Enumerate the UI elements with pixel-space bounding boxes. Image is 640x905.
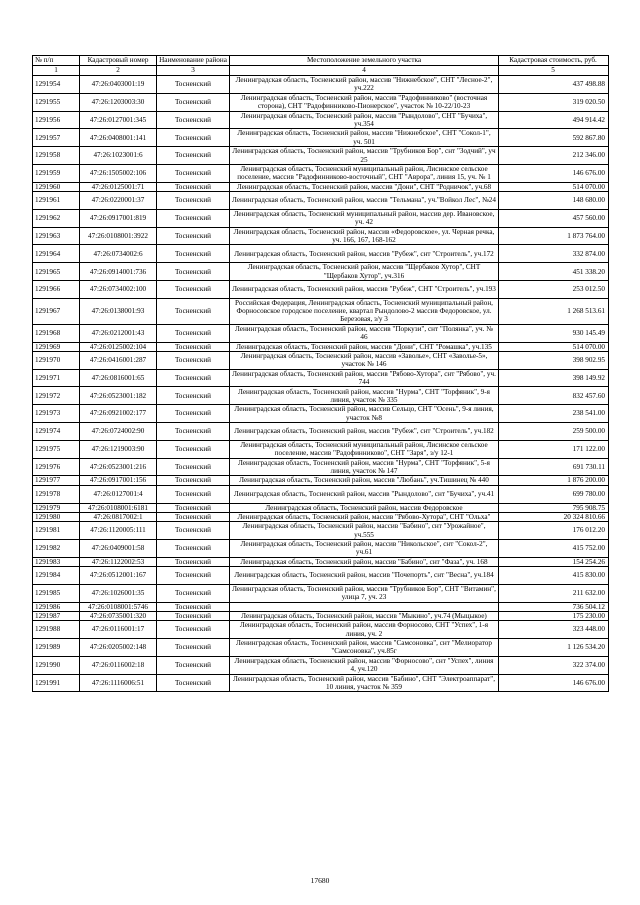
cell-cadastral-number: 47:26:0917001:819: [80, 209, 157, 227]
cell-district: Тосненский: [157, 209, 230, 227]
cell-district: Тосненский: [157, 440, 230, 458]
cell-location: Ленинградская область, Тосненский район, массив "Рябово-Хутора", снт "Рябово", уч. 744: [230, 369, 499, 387]
document-sheet: [32, 55, 608, 692]
cell-district: Тосненский: [157, 656, 230, 674]
cell-row-number: 1291978: [33, 485, 80, 503]
cell-cadastral-value: 457 560.00: [499, 209, 609, 227]
cell-row-number: 1291971: [33, 369, 80, 387]
cell-location: Ленинградская область, Тосненский район, массив "Рындолово", снт "Бучиха", уч.41: [230, 485, 499, 503]
cell-row-number: 1291981: [33, 522, 80, 540]
table-row: [33, 209, 609, 227]
table-row: [33, 298, 609, 324]
column-index: 3: [157, 66, 230, 76]
cell-cadastral-value: 322 374.00: [499, 656, 609, 674]
cell-row-number: 1291982: [33, 539, 80, 557]
table-row: [33, 76, 609, 94]
cell-location: [230, 602, 499, 611]
cell-cadastral-number: 47:26:0403001:19: [80, 76, 157, 94]
cell-district: Тосненский: [157, 557, 230, 566]
cell-location: Ленинградская область, Тосненский район, массив "Нижнебское", СНТ "Лесное-2", уч.222: [230, 76, 499, 94]
cell-district: Тосненский: [157, 503, 230, 512]
cell-district: Тосненский: [157, 638, 230, 656]
cell-cadastral-number: 47:26:1505002:106: [80, 164, 157, 182]
cell-location: Ленинградская область, Тосненский район, массив "Рябово-Хутора", СНТ "Ольха": [230, 512, 499, 521]
cell-location: Ленинградская область, Тосненский район, массив "Никольское", снт "Сокол-2", уч.61: [230, 539, 499, 557]
table-row: [33, 584, 609, 602]
header-cadastral-number: Кадастровый номер: [80, 56, 157, 66]
table-row: [33, 192, 609, 210]
cell-cadastral-number: 47:26:0724002:90: [80, 423, 157, 441]
cell-cadastral-value: 795 908.75: [499, 503, 609, 512]
cell-district: Тосненский: [157, 621, 230, 639]
cell-district: Тосненский: [157, 602, 230, 611]
cell-row-number: 1291963: [33, 227, 80, 245]
cell-cadastral-value: 415 830.00: [499, 567, 609, 585]
cell-row-number: 1291957: [33, 129, 80, 147]
cell-location: Ленинградская область, Тосненский район, массив "Рубеж", СНТ "Строитель", уч.193: [230, 281, 499, 299]
table-row: [33, 369, 609, 387]
table-row: [33, 611, 609, 620]
cell-cadastral-number: 47:26:0914001:736: [80, 263, 157, 281]
cell-cadastral-number: 47:26:0108001:3922: [80, 227, 157, 245]
cell-row-number: 1291987: [33, 611, 80, 620]
header-district: Наименование района: [157, 56, 230, 66]
cell-cadastral-value: 398 149.92: [499, 369, 609, 387]
cell-cadastral-value: 238 541.00: [499, 405, 609, 423]
column-index: 1: [33, 66, 80, 76]
cell-location: Ленинградская область, Тосненский район, массив "Дони", СНТ "Ромашка", уч.135: [230, 342, 499, 351]
cell-location: Ленинградская область, Тосненский муниципальный район, массив дер. Ивановское, уч. 42: [230, 209, 499, 227]
cell-cadastral-value: 592 867.80: [499, 129, 609, 147]
cell-row-number: 1291975: [33, 440, 80, 458]
cell-cadastral-value: 319 020.50: [499, 93, 609, 111]
cell-cadastral-value: 1 126 534.20: [499, 638, 609, 656]
table-header-row: [33, 56, 609, 66]
cell-district: Тосненский: [157, 351, 230, 369]
cell-row-number: 1291961: [33, 192, 80, 210]
cell-row-number: 1291979: [33, 503, 80, 512]
cell-row-number: 1291968: [33, 324, 80, 342]
cell-row-number: 1291970: [33, 351, 80, 369]
cell-cadastral-value: 20 324 810.66: [499, 512, 609, 521]
column-index: 4: [230, 66, 499, 76]
cell-district: Тосненский: [157, 369, 230, 387]
cell-location: Ленинградская область, Тосненский район, массив "Нурма", СНТ "Торфяник", 5-я линия, участок № 147: [230, 458, 499, 476]
cell-district: Тосненский: [157, 245, 230, 263]
cell-cadastral-number: 47:26:0205002:148: [80, 638, 157, 656]
cell-row-number: 1291989: [33, 638, 80, 656]
cell-cadastral-number: 47:26:1120005:111: [80, 522, 157, 540]
cell-row-number: 1291976: [33, 458, 80, 476]
cell-row-number: 1291985: [33, 584, 80, 602]
table-row: [33, 567, 609, 585]
table-row: [33, 405, 609, 423]
table-row: [33, 485, 609, 503]
cell-district: Тосненский: [157, 458, 230, 476]
cell-district: Тосненский: [157, 611, 230, 620]
cell-cadastral-number: 47:26:0409001:58: [80, 539, 157, 557]
table-row: [33, 539, 609, 557]
page-number: 17680: [310, 876, 330, 885]
cell-location: Ленинградская область, Тосненский район, массив "Трубников Бор", СНТ "Витамин", улица 7, уч. 23: [230, 584, 499, 602]
table-column-number-row: [33, 66, 609, 76]
cell-location: Ленинградская область, Тосненский район, массив "Бабино", СНТ "Электроаппарат", 10 линия, участок № 359: [230, 674, 499, 692]
cell-location: Ленинградская область, Тосненский муниципальный район, Лисинское сельское поселение, массив "Радофинниково", СНТ "Заря", з/у 12-1: [230, 440, 499, 458]
cadastral-value-table: [32, 55, 609, 692]
cell-row-number: 1291990: [33, 656, 80, 674]
cell-location: Ленинградская область, Тосненский район, массив Сельцо, СНТ "Осень", 9-я линия, участок №8: [230, 405, 499, 423]
cell-row-number: 1291980: [33, 512, 80, 521]
cell-row-number: 1291969: [33, 342, 80, 351]
cell-cadastral-value: 175 230.00: [499, 611, 609, 620]
cell-cadastral-number: 47:26:0220001:37: [80, 192, 157, 210]
cell-cadastral-number: 47:26:0734002:100: [80, 281, 157, 299]
cell-cadastral-value: 212 346.00: [499, 147, 609, 165]
cell-district: Тосненский: [157, 423, 230, 441]
cell-cadastral-number: 47:26:0523001:182: [80, 387, 157, 405]
cell-district: Тосненский: [157, 76, 230, 94]
cell-location: Ленинградская область, Тосненский район, массив "Рындолово", СНТ "Бучиха", уч.354: [230, 111, 499, 129]
cell-row-number: 1291960: [33, 182, 80, 191]
cell-district: Тосненский: [157, 512, 230, 521]
table-row: [33, 245, 609, 263]
table-row: [33, 111, 609, 129]
cell-district: Тосненский: [157, 164, 230, 182]
cell-district: Тосненский: [157, 281, 230, 299]
cell-district: Тосненский: [157, 298, 230, 324]
cell-cadastral-number: 47:26:0212001:43: [80, 324, 157, 342]
table-row: [33, 182, 609, 191]
cell-district: Тосненский: [157, 111, 230, 129]
cell-district: Тосненский: [157, 522, 230, 540]
cell-location: Ленинградская область, Тосненский район, массив "Нижнебское", СНТ "Сокол-1", уч. 501: [230, 129, 499, 147]
cell-row-number: 1291965: [33, 263, 80, 281]
cell-location: Ленинградская область, Тосненский район, массив "Трубников Бор", снт "Зодчий", уч 25: [230, 147, 499, 165]
cell-district: Тосненский: [157, 387, 230, 405]
cell-district: Тосненский: [157, 263, 230, 281]
cell-location: Ленинградская область, Тосненский район, массив "Самсоновка", снт "Мелиоратор "Самсоновка", уч.85г: [230, 638, 499, 656]
cell-cadastral-value: 332 874.00: [499, 245, 609, 263]
cell-district: Тосненский: [157, 674, 230, 692]
cell-district: Тосненский: [157, 485, 230, 503]
cell-row-number: 1291991: [33, 674, 80, 692]
cell-row-number: 1291974: [33, 423, 80, 441]
cell-cadastral-number: 47:26:0127001:4: [80, 485, 157, 503]
cell-location: Ленинградская область, Тосненский район, массив "Почепорть", снт "Весна", уч.184: [230, 567, 499, 585]
cell-cadastral-value: 514 070.00: [499, 182, 609, 191]
table-row: [33, 557, 609, 566]
table-row: [33, 503, 609, 512]
cell-cadastral-value: 323 448.00: [499, 621, 609, 639]
table-row: [33, 93, 609, 111]
cell-cadastral-number: 47:26:0512001:167: [80, 567, 157, 585]
cell-location: Ленинградская область, Тосненский район, массив Форносово, СНТ "Успех", 1-я линия, уч. 2: [230, 621, 499, 639]
cell-location: Ленинградская область, Тосненский район, массив «Федоровское», ул. Черная речка, уч. 166, 167, 168-162: [230, 227, 499, 245]
cell-cadastral-number: 47:26:0108001:6181: [80, 503, 157, 512]
table-row: [33, 423, 609, 441]
table-row: [33, 351, 609, 369]
cell-cadastral-value: 1 876 200.00: [499, 476, 609, 485]
cell-cadastral-value: 259 500.00: [499, 423, 609, 441]
table-row: [33, 458, 609, 476]
cell-district: Тосненский: [157, 342, 230, 351]
cell-cadastral-value: 832 457.60: [499, 387, 609, 405]
cell-cadastral-value: 451 338.20: [499, 263, 609, 281]
cell-cadastral-value: 514 070.00: [499, 342, 609, 351]
cell-cadastral-value: 146 676.00: [499, 674, 609, 692]
cell-district: Тосненский: [157, 182, 230, 191]
cell-district: Тосненский: [157, 405, 230, 423]
cell-row-number: 1291959: [33, 164, 80, 182]
cell-cadastral-number: 47:26:0408001:141: [80, 129, 157, 147]
cell-row-number: 1291972: [33, 387, 80, 405]
cell-cadastral-number: 47:26:1122002:53: [80, 557, 157, 566]
cell-cadastral-number: 47:26:0138001:93: [80, 298, 157, 324]
cell-district: Тосненский: [157, 129, 230, 147]
cell-cadastral-number: 47:26:0416001:287: [80, 351, 157, 369]
cell-row-number: 1291988: [33, 621, 80, 639]
header-location: Местоположение земельного участка: [230, 56, 499, 66]
cell-cadastral-value: 1 873 764.00: [499, 227, 609, 245]
cell-location: Ленинградская область, Тосненский район, массив "Тельмана", уч."Войкол Лес", №24: [230, 192, 499, 210]
cell-cadastral-number: 47:26:0735001:320: [80, 611, 157, 620]
table-row: [33, 281, 609, 299]
cell-district: Тосненский: [157, 93, 230, 111]
table-row: [33, 342, 609, 351]
cell-district: Тосненский: [157, 227, 230, 245]
cell-cadastral-value: 1 268 513.61: [499, 298, 609, 324]
cell-cadastral-value: 736 504.12: [499, 602, 609, 611]
cell-cadastral-number: 47:26:0917001:156: [80, 476, 157, 485]
cell-cadastral-number: 47:26:0116002:18: [80, 656, 157, 674]
cell-cadastral-number: 47:26:0734002:6: [80, 245, 157, 263]
cell-row-number: 1291955: [33, 93, 80, 111]
cell-location: Ленинградская область, Тосненский район, массив "Дони", СНТ "Родничок", уч.68: [230, 182, 499, 191]
cell-district: Тосненский: [157, 476, 230, 485]
cell-cadastral-value: 398 902.95: [499, 351, 609, 369]
table-row: [33, 621, 609, 639]
cell-cadastral-value: 691 730.11: [499, 458, 609, 476]
cell-cadastral-number: 47:26:0125001:71: [80, 182, 157, 191]
cell-district: Тосненский: [157, 539, 230, 557]
cell-cadastral-number: 47:26:1116006:51: [80, 674, 157, 692]
cell-district: Тосненский: [157, 584, 230, 602]
cell-row-number: 1291964: [33, 245, 80, 263]
cell-row-number: 1291958: [33, 147, 80, 165]
cell-district: Тосненский: [157, 324, 230, 342]
table-row: [33, 324, 609, 342]
cell-location: Ленинградская область, Тосненский район, массив Федоровское: [230, 503, 499, 512]
cell-row-number: 1291983: [33, 557, 80, 566]
cell-cadastral-number: 47:26:0816001:65: [80, 369, 157, 387]
column-index: 5: [499, 66, 609, 76]
cell-row-number: 1291977: [33, 476, 80, 485]
table-body: [33, 76, 609, 692]
cell-row-number: 1291973: [33, 405, 80, 423]
table-row: [33, 129, 609, 147]
cell-location: Ленинградская область, Тосненский район, массив "Радофинниково" (восточная сторона), СНТ "Радофинниково-Пионерское", участок № 10-22/10-23: [230, 93, 499, 111]
cell-cadastral-value: 494 914.42: [499, 111, 609, 129]
cell-location: Ленинградская область, Тосненский район, массив "Форносово", снт "Успех", линия 4, уч.120: [230, 656, 499, 674]
cell-district: Тосненский: [157, 567, 230, 585]
table-row: [33, 512, 609, 521]
column-index: 2: [80, 66, 157, 76]
cell-cadastral-number: 47:26:1023001:6: [80, 147, 157, 165]
cell-location: Ленинградская область, Тосненский район, массив "Мыкино", уч.74 (Мыцыкое): [230, 611, 499, 620]
cell-row-number: 1291986: [33, 602, 80, 611]
table-row: [33, 227, 609, 245]
table-row: [33, 476, 609, 485]
cell-location: Ленинградская область, Тосненский район, массив "Рубеж", снт "Строитель", уч.172: [230, 245, 499, 263]
cell-cadastral-value: 148 680.00: [499, 192, 609, 210]
cell-cadastral-number: 47:26:1203003:30: [80, 93, 157, 111]
table-row: [33, 674, 609, 692]
cell-cadastral-number: 47:26:0817002:1: [80, 512, 157, 521]
cell-cadastral-value: 176 012.20: [499, 522, 609, 540]
cell-cadastral-value: 930 145.49: [499, 324, 609, 342]
cell-cadastral-value: 154 254.26: [499, 557, 609, 566]
cell-row-number: 1291984: [33, 567, 80, 585]
cell-cadastral-value: 699 780.00: [499, 485, 609, 503]
cell-row-number: 1291954: [33, 76, 80, 94]
table-row: [33, 147, 609, 165]
cell-location: Ленинградская область, Тосненский район, массив "Любань", уч.Тишинец № 440: [230, 476, 499, 485]
cell-cadastral-number: 47:26:1219003:90: [80, 440, 157, 458]
cell-location: Российская Федерация, Ленинградская область, Тосненский муниципальный район, Форносовское городское поселение, квартал Рындолово-2 массив Федоровское, ул. Березовая, з/у 3: [230, 298, 499, 324]
cell-cadastral-value: 253 012.50: [499, 281, 609, 299]
cell-cadastral-value: 415 752.00: [499, 539, 609, 557]
cell-cadastral-value: 437 498.88: [499, 76, 609, 94]
cell-cadastral-number: 47:26:0921002:177: [80, 405, 157, 423]
cell-location: Ленинградская область, Тосненский район, массив "Щербаков Хутор", СНТ "Щербаков Хутор", уч.316: [230, 263, 499, 281]
cell-cadastral-value: 146 676.00: [499, 164, 609, 182]
cell-district: Тосненский: [157, 147, 230, 165]
cell-location: Ленинградская область, Тосненский район, массив "Бабино", снт "Урожайное", уч.555: [230, 522, 499, 540]
cell-cadastral-number: 47:26:0116001:17: [80, 621, 157, 639]
header-number: № п/п: [33, 56, 80, 66]
cell-cadastral-number: 47:26:1026001:35: [80, 584, 157, 602]
cell-location: Ленинградская область, Тосненский район, массив "Поркузи", снт "Полянка", уч. № 46: [230, 324, 499, 342]
cell-row-number: 1291967: [33, 298, 80, 324]
table-row: [33, 440, 609, 458]
cell-location: Ленинградская область, Тосненский район, массив «Заволье», СНТ «Заволье-5», участок № 146: [230, 351, 499, 369]
table-row: [33, 263, 609, 281]
table-row: [33, 164, 609, 182]
table-row: [33, 602, 609, 611]
table-row: [33, 522, 609, 540]
cell-cadastral-number: 47:26:0127001:345: [80, 111, 157, 129]
cell-cadastral-number: 47:26:0523001:216: [80, 458, 157, 476]
cell-location: Ленинградская область, Тосненский район, массив "Рубеж", снт "Строитель", уч.182: [230, 423, 499, 441]
cell-row-number: 1291956: [33, 111, 80, 129]
cell-cadastral-value: 171 122.00: [499, 440, 609, 458]
cell-location: Ленинградская область, Тосненский муниципальный район, Лисинское сельское поселение, массив "Радофинниково-восточный", СНТ "Аврора", линия 15, уч. № 1: [230, 164, 499, 182]
cell-cadastral-number: 47:26:0125002:104: [80, 342, 157, 351]
cell-location: Ленинградская область, Тосненский район, массив "Бабино", снт "Фаза", уч. 168: [230, 557, 499, 566]
cell-cadastral-value: 211 632.00: [499, 584, 609, 602]
cell-row-number: 1291966: [33, 281, 80, 299]
cell-cadastral-number: 47:26:0108001:5746: [80, 602, 157, 611]
table-row: [33, 656, 609, 674]
table-row: [33, 387, 609, 405]
cell-district: Тосненский: [157, 192, 230, 210]
header-cadastral-value: Кадастровая стоимость, руб.: [499, 56, 609, 66]
table-row: [33, 638, 609, 656]
cell-location: Ленинградская область, Тосненский район, массив "Нурма", СНТ "Торфяник", 9-я линия, участок № 335: [230, 387, 499, 405]
cell-row-number: 1291962: [33, 209, 80, 227]
